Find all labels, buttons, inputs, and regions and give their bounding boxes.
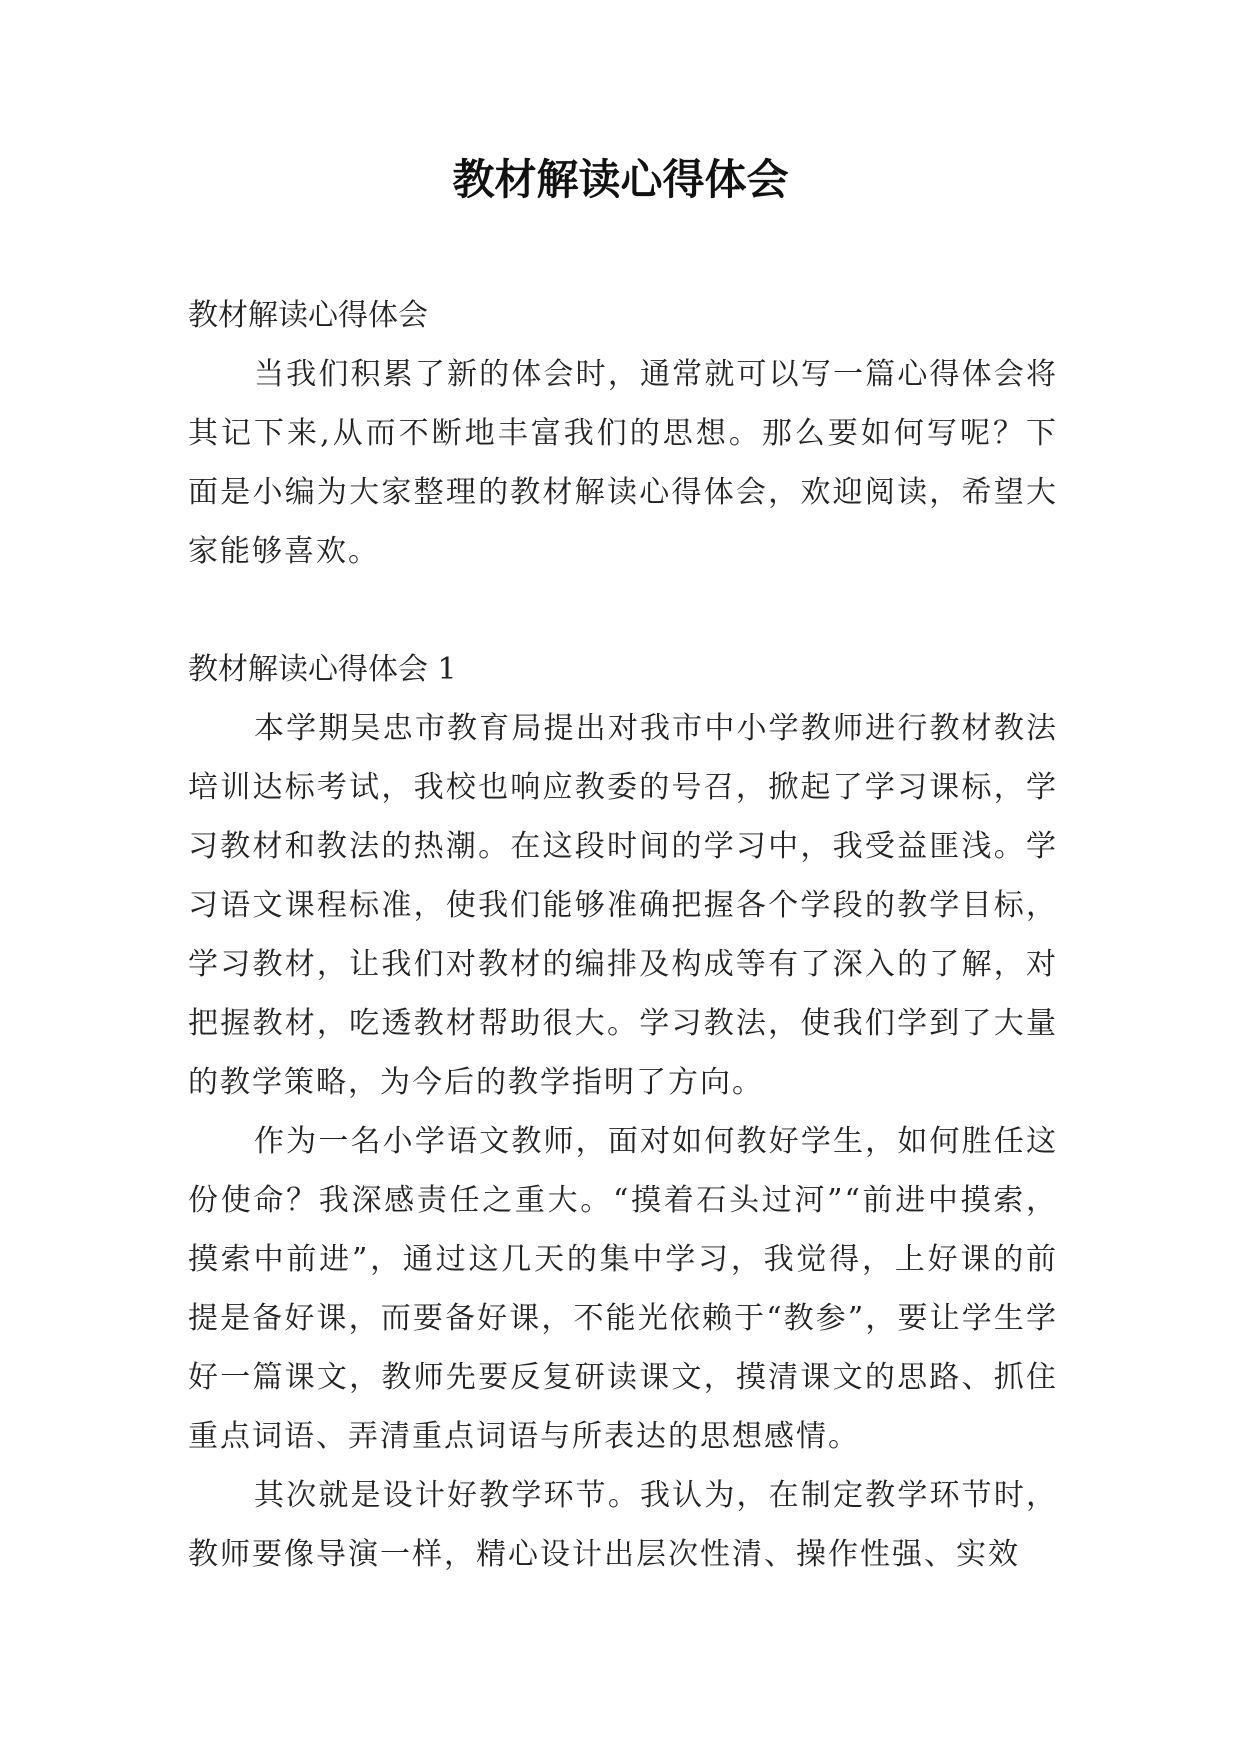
document-body bbox=[188, 286, 1058, 1584]
intro-heading: 教材解读心得体会 bbox=[188, 298, 428, 333]
document-title: 教材解读心得体会 bbox=[452, 155, 789, 204]
intro-paragraph: 当我们积累了新的体会时，通常就可以写一篇心得体会将其记下来,从而不断地丰富我们的思想。那么要如何写呢？下面是小编为大家整理的教材解读心得体会，欢迎阅读，希望大家能够喜欢。 bbox=[188, 357, 1058, 569]
section1-paragraph-2: 作为一名小学语文教师，面对如何教好学生，如何胜任这份使命？我深感责任之重大。“摸着石头过河”“前进中摸索，摸索中前进”，通过这几天的集中学习，我觉得，上好课的前提是备好课，而要备好课，不能光依赖于“教参”，要让学生学好一篇课文，教师先要反复研读课文，摸清课文的思路、抓住重点词语、弄清重点词语与所表达的思想感情。 bbox=[188, 1124, 1058, 1454]
section1-paragraph-1: 本学期吴忠市教育局提出对我市中小学教师进行教材教法培训达标考试，我校也响应教委的号召，掀起了学习课标，学习教材和教法的热潮。在这段时间的学习中，我受益匪浅。学习语文课程标准，使我们能够准确把握各个学段的教学目标，学习教材，让我们对教材的编排及构成等有了深入的了解，对把握教材，吃透教材帮助很大。学习教法，使我们学到了大量的教学策略，为今后的教学指明了方向。 bbox=[188, 711, 1058, 1100]
section1-paragraph-3: 其次就是设计好教学环节。我认为，在制定教学环节时，教师要像导演一样，精心设计出层次性清、操作性强、实效 bbox=[188, 1478, 1058, 1572]
section-gap bbox=[188, 581, 1058, 640]
section1-heading: 教材解读心得体会 1 bbox=[188, 652, 457, 687]
